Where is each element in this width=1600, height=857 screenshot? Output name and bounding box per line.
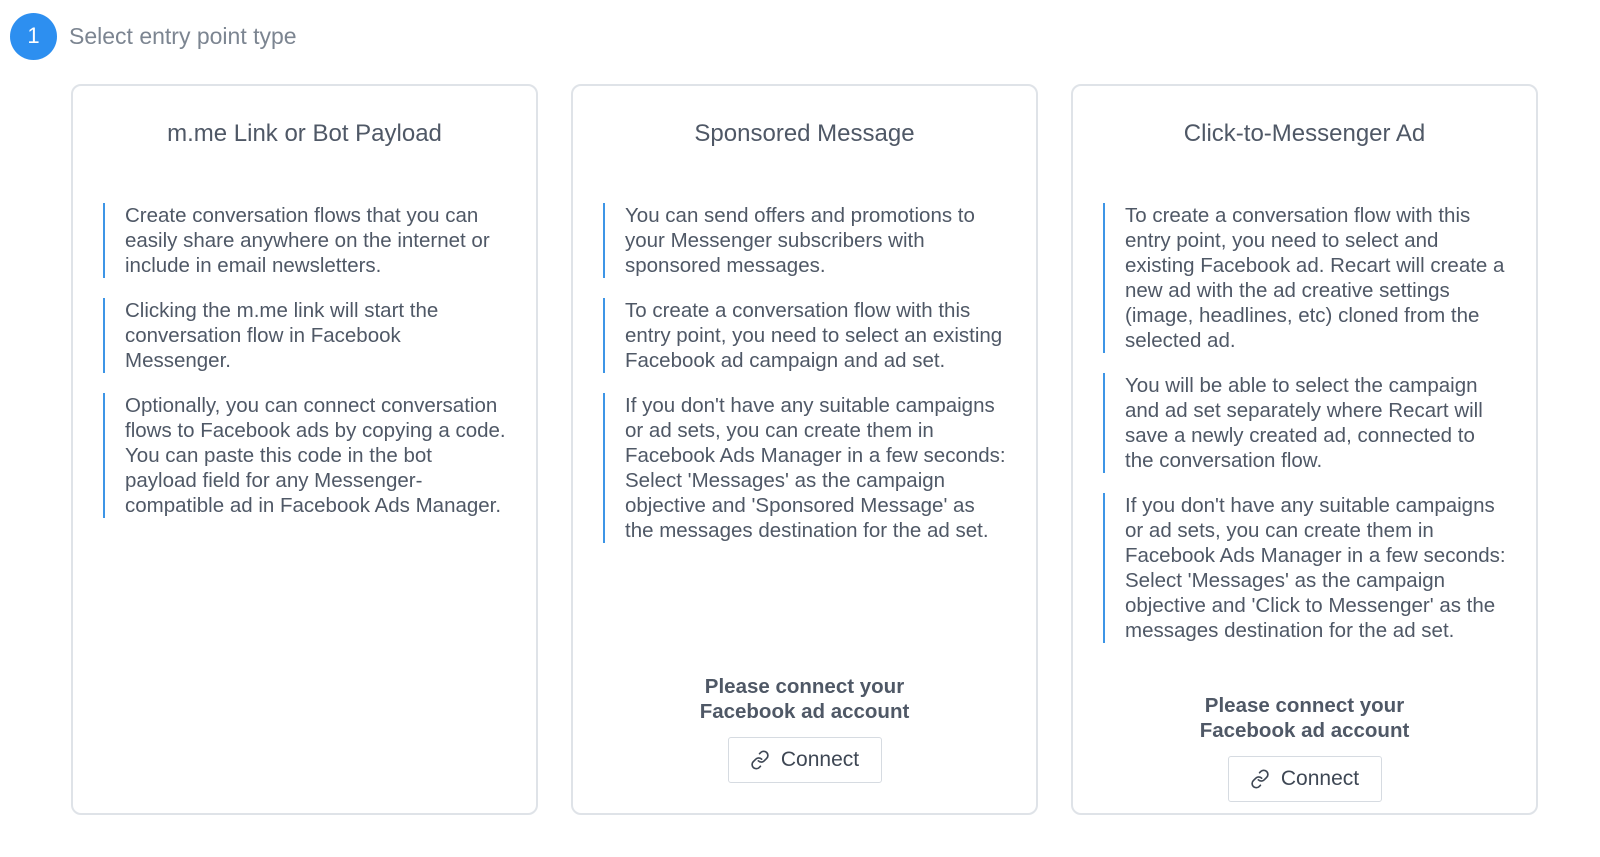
card-title: Sponsored Message [694,120,915,147]
card-sponsored-message[interactable] [571,84,1038,815]
card-paragraph: You can send offers and promotions to your Messenger subscribers with sponsored messages. [603,203,1008,278]
card-paragraph: You will be able to select the campaign and ad set separately where Recart will save a newly created ad, connected to the conversation flow. [1103,373,1508,473]
entry-point-options [71,84,1538,815]
card-title: Click-to-Messenger Ad [1183,120,1426,147]
connect-button[interactable] [728,737,882,783]
link-icon [1250,769,1270,789]
connect-button-label: Connect [1280,767,1360,790]
step-title: Select entry point type [69,22,297,49]
step-header [10,12,297,60]
card-mme-link[interactable] [71,84,538,815]
link-icon [750,750,770,770]
card-paragraph: Clicking the m.me link will start the conversation flow in Facebook Messenger. [103,298,508,373]
card-paragraph: If you don't have any suitable campaigns or ad sets, you can create them in Facebook Ads Manager in a few seconds: Select 'Messages' as the campaign objective and 'Click to Messenger' as the messages destination for the ad set. [1103,493,1508,643]
card-title: m.me Link or Bot Payload [167,120,442,147]
card-paragraph: Optionally, you can connect conversation flows to Facebook ads by copying a code. You can paste this code in the bot payload field for any Messenger-compatible ad in Facebook Ads Manager. [103,393,508,518]
connect-button-label: Connect [780,748,860,771]
card-paragraph: If you don't have any suitable campaigns or ad sets, you can create them in Facebook Ads Manager in a few seconds: Select 'Messages' as the campaign objective and 'Sponsored Message' as the messages destination for the ad set. [603,393,1008,543]
card-description [1103,203,1508,663]
connect-section [573,674,1036,783]
connect-prompt: Please connect your Facebook ad account [699,675,910,723]
card-description [603,203,1008,563]
card-description [103,203,508,538]
step-number-badge: 1 [10,13,57,60]
card-paragraph: To create a conversation flow with this entry point, you need to select and existing Facebook ad. Recart will create a new ad with the ad creative settings (image, headlines, etc) cloned from the selected ad. [1103,203,1508,353]
card-click-to-messenger[interactable] [1071,84,1538,815]
connect-section [1073,693,1536,802]
connect-prompt: Please connect your Facebook ad account [1199,694,1410,742]
connect-button[interactable] [1228,756,1382,802]
card-paragraph: To create a conversation flow with this entry point, you need to select an existing Facebook ad campaign and ad set. [603,298,1008,373]
card-paragraph: Create conversation flows that you can easily share anywhere on the internet or include in email newsletters. [103,203,508,278]
